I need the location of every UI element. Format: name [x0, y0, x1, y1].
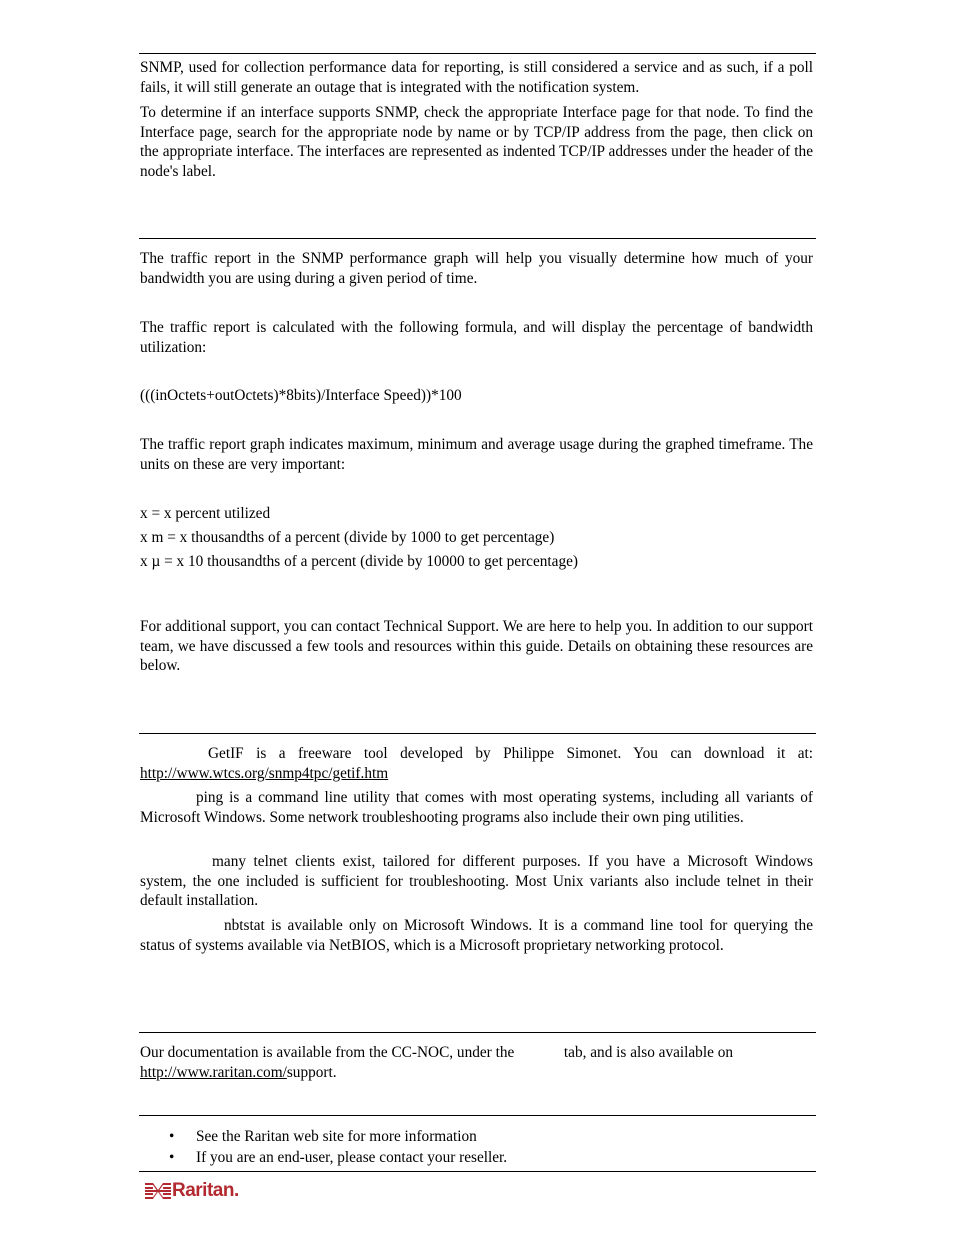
bullet-text: If you are an end-user, please contact your reseller. — [196, 1149, 508, 1166]
interface-page-paragraph — [140, 103, 813, 182]
raritan-link[interactable]: http://www.raritan.com/ — [140, 1063, 287, 1081]
formula-intro: The traffic report is calculated with the following formula, and will display the percentage of bandwidth utilization: — [140, 319, 813, 356]
section-rule-traffic — [139, 238, 816, 239]
tool-getif — [140, 744, 813, 783]
bullet-icon: • — [169, 1149, 175, 1166]
section-rule-tools — [139, 733, 816, 734]
graph-units-note: The traffic report graph indicates maximum, minimum and average usage during the graphed timeframe. The units on these are very important: — [140, 436, 813, 473]
ping-description: ping is a command line utility that comes with most operating systems, including all variants of Microsoft Windows. Some network troubleshooting programs also include their own ping utilities. — [140, 789, 813, 826]
raritan-logo-text: Raritan. — [172, 1180, 239, 1201]
interface-page-text: To determine if an interface supports SNMP, check the appropriate Interface page for that node. To find the Interface page, search for the appropriate node by name or by TCP/IP address from the page, then click on the appropriate interface. The interfaces are represented as indented TCP/IP addresses under the header of the node's label. — [140, 104, 813, 181]
raritan-link-suffix: support. — [286, 1063, 337, 1081]
info-bullet-list — [140, 1126, 507, 1168]
tool-ping — [140, 788, 813, 827]
unit-line-micro: x µ = x 10 thousandths of a percent (divide by 10000 to get percentage) — [140, 553, 578, 570]
snmp-service-paragraph: SNMP, used for collection performance data for reporting, is still considered a service and as such, if a poll fails, it will still generate an outage that is integrated with the notification system. — [140, 59, 813, 96]
traffic-report-intro: The traffic report in the SNMP performance graph will help you visually determine how much of your bandwidth you are using during a given period of time. — [140, 250, 813, 287]
top-rule — [139, 53, 816, 54]
bullet-item — [140, 1126, 507, 1147]
nbtstat-description: nbtstat is available only on Microsoft Windows. It is a command line tool for querying the status of systems available via NetBIOS, which is a Microsoft proprietary networking protocol. — [140, 917, 813, 954]
getif-description: GetIF is a freeware tool developed by Philippe Simonet. You can download it at: — [208, 745, 813, 762]
section-rule-docs — [139, 1032, 816, 1033]
bullet-text: See the Raritan web site for more information — [196, 1128, 477, 1145]
telnet-description: many telnet clients exist, tailored for different purposes. If you have a Microsoft Windows system, the one included is sufficient for troubleshooting. Most Unix variants also include telnet in their default installation. — [140, 853, 813, 910]
bullet-icon: • — [169, 1128, 175, 1145]
unit-line-milli: x m = x thousandths of a percent (divide by 1000 to get percentage) — [140, 529, 555, 546]
footer-rule — [139, 1171, 816, 1172]
getif-link[interactable]: http://www.wtcs.org/snmp4tpc/getif.htm — [140, 764, 389, 782]
tool-telnet — [140, 852, 813, 911]
docs-text-after: tab, and is also available on — [563, 1044, 733, 1061]
formula: (((inOctets+outOctets)*8bits)/Interface Speed))*100 — [140, 387, 462, 404]
tool-nbtstat — [140, 916, 813, 955]
documentation-paragraph — [140, 1043, 813, 1082]
section-rule-bullets — [139, 1115, 816, 1116]
raritan-logo-icon — [145, 1182, 171, 1200]
unit-line-percent: x = x percent utilized — [140, 505, 271, 522]
docs-text-before: Our documentation is available from the CC-NOC, under the — [140, 1044, 515, 1061]
additional-support-paragraph: For additional support, you can contact Technical Support. We are here to help you. In addition to our support team, we have discussed a few tools and resources within this guide. Details on obtaining these resources are below. — [140, 618, 813, 675]
bullet-item — [140, 1147, 507, 1168]
raritan-logo — [145, 1181, 239, 1201]
